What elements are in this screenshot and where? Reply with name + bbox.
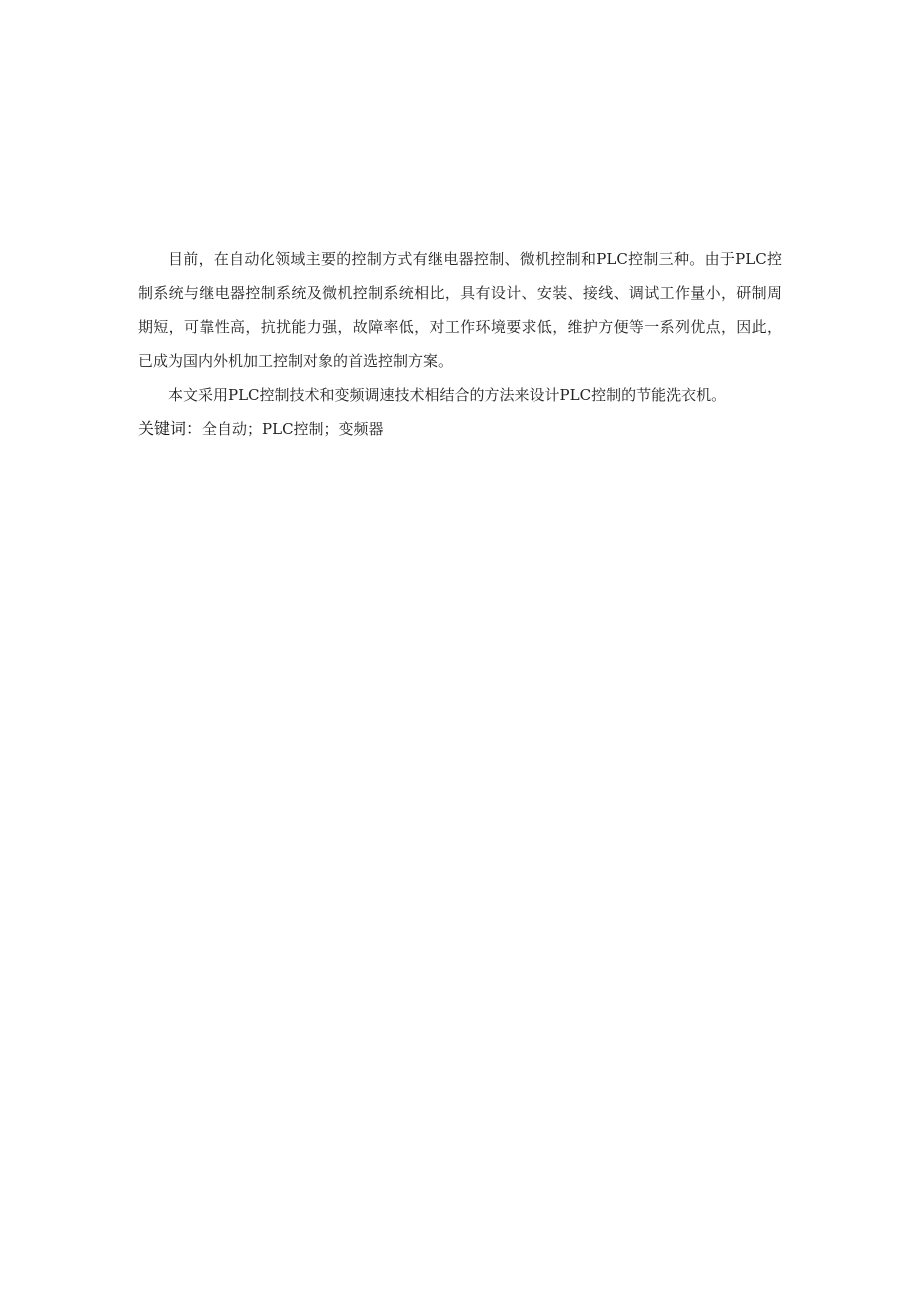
abstract-paragraph-1: 目前，在自动化领域主要的控制方式有继电器控制、微机控制和PLC控制三种。由于PLC控制系统与继电器控制系统及微机控制系统相比，具有设计、安装、接线、调试工作量小，研制周期短，可靠性高，抗扰能力强，故障率低，对工作环境要求低，维护方便等一系列优点，因此，已成为国内外机加工控制对象的首选控制方案。 — [138, 250, 782, 370]
keywords-line — [138, 412, 782, 446]
abstract-paragraph-2: 本文采用PLC控制技术和变频调速技术相结合的方法来设计PLC控制的节能洗衣机。 — [168, 386, 727, 404]
keywords-value: 全自动；PLC控制；变频器 — [202, 420, 384, 438]
abstract-body — [138, 242, 782, 446]
keywords-label: 关键词： — [138, 419, 203, 438]
